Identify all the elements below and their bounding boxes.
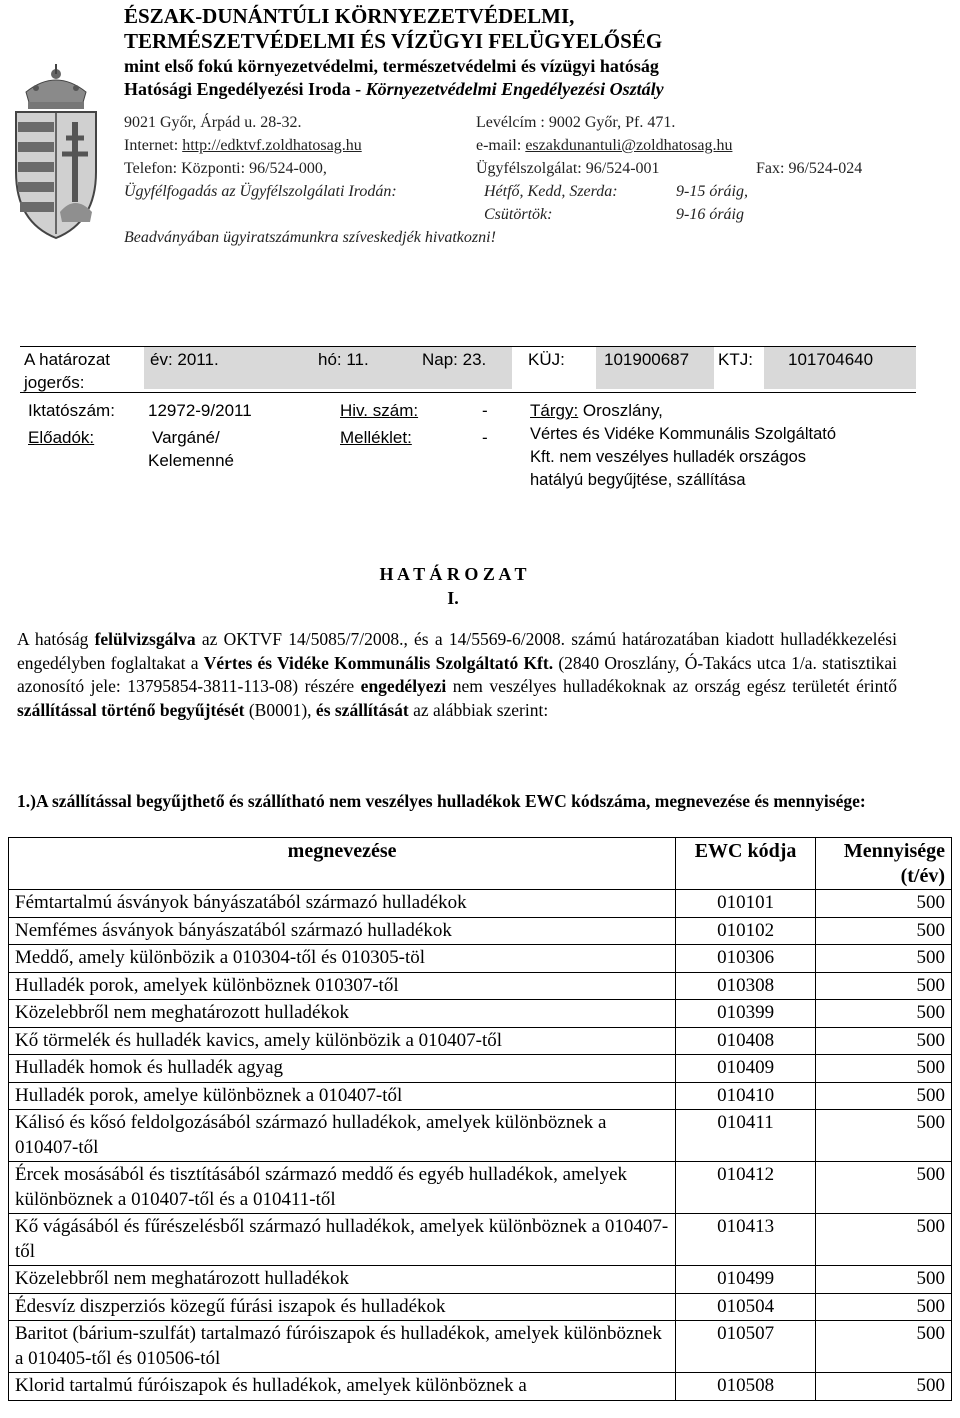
- cell-name: Közelebbről nem meghatározott hulladékok: [9, 1000, 676, 1028]
- cell-code: 010306: [676, 945, 816, 973]
- cell-qty: 500: [816, 1055, 952, 1083]
- subject-line4: hatályú begyűjtése, szállítása: [530, 471, 746, 489]
- table-row: [9, 1293, 952, 1321]
- subject-label: Tárgy:: [530, 401, 579, 420]
- subject-line3: Kft. nem veszélyes hulladék országos: [530, 448, 807, 466]
- fax-number: Fax: 96/524-024: [756, 160, 863, 177]
- ref-no-label: Hiv. szám:: [340, 401, 419, 420]
- cell-name: Kő vágásából és fűrészelésből származó hulladékok, amelyek különböznek a 010407-től: [9, 1214, 676, 1266]
- officer-1: Vargáné/: [152, 428, 220, 447]
- phone-service: Ügyfélszolgálat: 96/524-001: [476, 160, 660, 177]
- cell-code: 010399: [676, 1000, 816, 1028]
- cell-qty: 500: [816, 1266, 952, 1294]
- cell-qty: 500: [816, 1082, 952, 1110]
- table-row: [9, 945, 952, 973]
- cell-qty: 500: [816, 1000, 952, 1028]
- reference-note: Beadványában ügyiratszámunkra szíveskedjék hivatkozni!: [124, 229, 496, 246]
- subject-value: Oroszlány,: [582, 401, 663, 420]
- col-header-code: EWC kódja: [676, 838, 816, 890]
- cell-qty: 500: [816, 917, 952, 945]
- table-row: [9, 1162, 952, 1214]
- cell-name: Nemfémes ásványok bányászatából származó hulladékok: [9, 917, 676, 945]
- authority-name-line2: TERMÉSZETVÉDELMI ÉS VÍZÜGYI FELÜGYELŐSÉG: [124, 29, 663, 53]
- coat-of-arms-icon: [12, 62, 100, 240]
- internet-line: Internet: http://edktvf.zoldhatosag.hu: [124, 137, 362, 154]
- cell-qty: 500: [816, 972, 952, 1000]
- authority-name-line1: ÉSZAK-DUNÁNTÚLI KÖRNYEZETVÉDELMI,: [124, 4, 575, 28]
- office-name: Hatósági Engedélyezési Iroda - Környezetvédelmi Engedélyezési Osztály: [124, 79, 664, 99]
- table-row: [9, 1321, 952, 1373]
- cell-qty: 500: [816, 1214, 952, 1266]
- ktj-value: 101704640: [788, 350, 874, 369]
- table-row: [9, 1266, 952, 1294]
- cell-name: Meddő, amely különbözik a 010304-től és 010305-töl: [9, 945, 676, 973]
- legal-label-1: A határozat: [24, 350, 111, 369]
- cell-name: Édesvíz diszperziós közegű fúrási iszapok és hulladékok: [9, 1293, 676, 1321]
- cell-name: Kő törmelék és hulladék kavics, amely különbözik a 010407-től: [9, 1027, 676, 1055]
- table-row: [9, 972, 952, 1000]
- cell-qty: 500: [816, 945, 952, 973]
- kuj-label: KÜJ:: [528, 350, 565, 369]
- table-row: [9, 1000, 952, 1028]
- legal-year: év: 2011.: [150, 350, 219, 369]
- officer-2: Kelemenné: [148, 451, 235, 470]
- reception-days-2: Csütörtök:: [484, 206, 553, 223]
- cell-name: Kálisó és kősó feldolgozásából származó hulladékok, amelyek különböznek a 010407-től: [9, 1110, 676, 1162]
- cell-code: 010101: [676, 890, 816, 918]
- cell-code: 010408: [676, 1027, 816, 1055]
- reception-hours-1: 9-15 óráig,: [676, 183, 748, 200]
- cell-qty: 500: [816, 890, 952, 918]
- table-row: [9, 1373, 952, 1401]
- reception-hours-2: 9-16 óráig: [676, 206, 744, 223]
- meta-mid-rule: [20, 392, 916, 393]
- cell-name: Baritot (bárium-szulfát) tartalmazó fúróiszapok és hulladékok, amelyek különböznek a 010405-től és 010506-tól: [9, 1321, 676, 1373]
- email-link[interactable]: eszakdunantuli@zoldhatosag.hu: [525, 137, 733, 154]
- decision-paragraph: A hatóság felülvizsgálva az OKTVF 14/5085/7/2008., és a 14/5569-6/2008. számú határozatában kiadott hulladékkezelési engedélyben foglaltakat a Vértes és Vidéke Kommunális Szolgáltató Kft. (2840 Oroszlány, Ó-Takács utca 1/a. statisztikai azonosító jele: 13795854-3811-113-08) részére engedélyezi nem veszélyes hulladékoknak az ország egész területét érintő szállítással történő begyűjtését (B0001), és szállítását az alábbiak szerint:: [17, 629, 897, 720]
- cell-name: Klorid tartalmú fúróiszapok és hulladékok, amelyek különböznek a: [9, 1373, 676, 1401]
- attachment-value: -: [482, 428, 488, 447]
- col-header-name: megnevezése: [9, 838, 676, 890]
- cell-name: Ércek mosásából és tisztításából származó meddő és egyéb hulladékok, amelyek különböznek a 010407-től és a 010411-től: [9, 1162, 676, 1214]
- authority-subtitle: mint első fokú környezetvédelmi, természetvédelmi és vízügyi hatóság: [124, 56, 659, 76]
- decision-title: H A T Á R O Z A T: [379, 564, 527, 584]
- office-address: 9021 Győr, Árpád u. 28-32.: [124, 114, 302, 131]
- table-header-row: [9, 838, 952, 890]
- reception-label: Ügyfélfogadás az Ügyfélszolgálati Irodán:: [124, 183, 397, 200]
- cell-name: Közelebbről nem meghatározott hulladékok: [9, 1266, 676, 1294]
- col-header-quantity: Mennyisége (t/év): [816, 838, 952, 890]
- cell-code: 010410: [676, 1082, 816, 1110]
- cell-code: 010102: [676, 917, 816, 945]
- legal-month: hó: 11.: [318, 350, 369, 369]
- cell-code: 010504: [676, 1293, 816, 1321]
- attachment-label: Melléklet:: [340, 428, 412, 447]
- website-link[interactable]: http://edktvf.zoldhatosag.hu: [182, 137, 362, 154]
- section-1-title: 1.)A szállítással begyűjthető és szállítható nem veszélyes hulladékok EWC kódszáma, megnevezése és mennyisége:: [17, 791, 866, 811]
- cell-name: Hulladék porok, amelye különböznek a 010407-től: [9, 1082, 676, 1110]
- cell-qty: 500: [816, 1293, 952, 1321]
- table-row: [9, 1082, 952, 1110]
- officers-label: Előadók:: [28, 428, 95, 447]
- cell-qty: 500: [816, 1110, 952, 1162]
- table-row: [9, 1214, 952, 1266]
- table-row: [9, 917, 952, 945]
- table-row: [9, 1110, 952, 1162]
- email-line: e-mail: eszakdunantuli@zoldhatosag.hu: [476, 137, 733, 154]
- legal-label-2: jogerős:: [24, 373, 85, 392]
- ref-no-value: -: [482, 401, 488, 420]
- file-no-value: 12972-9/2011: [148, 401, 252, 420]
- cell-code: 010412: [676, 1162, 816, 1214]
- ktj-label: KTJ:: [718, 350, 753, 369]
- cell-qty: 500: [816, 1373, 952, 1401]
- table-row: [9, 1027, 952, 1055]
- cell-qty: 500: [816, 1162, 952, 1214]
- subject-line2: Vértes és Vidéke Kommunális Szolgáltató: [530, 425, 837, 443]
- table-row: [9, 890, 952, 918]
- legal-day: Nap: 23.: [422, 350, 487, 369]
- cell-qty: 500: [816, 1027, 952, 1055]
- decision-roman: I.: [447, 588, 459, 608]
- cell-code: 010413: [676, 1214, 816, 1266]
- cell-code: 010411: [676, 1110, 816, 1162]
- cell-code: 010499: [676, 1266, 816, 1294]
- mail-address: Levélcím : 9002 Győr, Pf. 471.: [476, 114, 676, 131]
- cell-code: 010507: [676, 1321, 816, 1373]
- file-no-label: Iktatószám:: [28, 401, 115, 420]
- cell-code: 010409: [676, 1055, 816, 1083]
- kuj-value: 101900687: [604, 350, 690, 369]
- cell-code: 010508: [676, 1373, 816, 1401]
- cell-name: Hulladék porok, amelyek különböznek 010307-től: [9, 972, 676, 1000]
- table-row: [9, 1055, 952, 1083]
- waste-table: [8, 837, 952, 1401]
- cell-code: 010308: [676, 972, 816, 1000]
- phone-central: Telefon: Központi: 96/524-000,: [124, 160, 327, 177]
- cell-qty: 500: [816, 1321, 952, 1373]
- subject-line1: [530, 401, 663, 421]
- cell-name: Hulladék homok és hulladék agyag: [9, 1055, 676, 1083]
- cell-name: Fémtartalmú ásványok bányászatából származó hulladékok: [9, 890, 676, 918]
- reception-days-1: Hétfő, Kedd, Szerda:: [484, 183, 618, 200]
